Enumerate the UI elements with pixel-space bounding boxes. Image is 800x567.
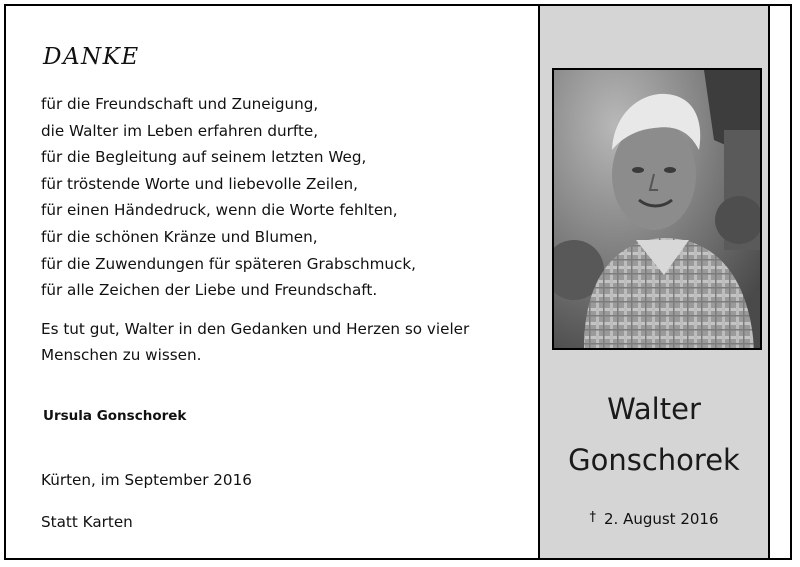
deceased-first-name: Walter [607,392,701,426]
death-date-line [540,510,768,528]
place-date: Kürten, im September 2016 [41,471,252,489]
obituary-card [4,4,792,560]
signer-name: Ursula Gonschorek [43,408,187,424]
cross-icon: † [589,510,596,525]
gratitude-line: für die Freundschaft und Zuneigung, [41,95,319,113]
closing-line: Es tut gut, Walter in den Gedanken und Herzen so vieler [41,320,470,338]
gratitude-line: die Walter im Leben erfahren durfte, [41,121,319,140]
gratitude-line: für die Zuwendungen für späteren Grabschmuck, [41,254,416,273]
closing-text [41,316,469,368]
text-panel [6,6,538,558]
memorial-panel [538,6,770,558]
deceased-last-name: Gonschorek [568,443,740,477]
gratitude-lines [41,91,416,304]
note: Statt Karten [41,513,133,531]
heading: DANKE [43,44,140,70]
gratitude-line: für einen Händedruck, wenn die Worte fehlten, [41,201,398,220]
death-date: 2. August 2016 [603,510,719,528]
gratitude-line: für die schönen Kränze und Blumen, [41,227,318,246]
portrait-photo [552,68,762,350]
gratitude-line: für die Begleitung auf seinem letzten Weg, [41,148,367,167]
gratitude-line: für alle Zeichen der Liebe und Freundschaft. [41,281,378,300]
closing-line: Menschen zu wissen. [41,346,202,364]
gratitude-line: für tröstende Worte und liebevolle Zeilen, [41,174,359,193]
